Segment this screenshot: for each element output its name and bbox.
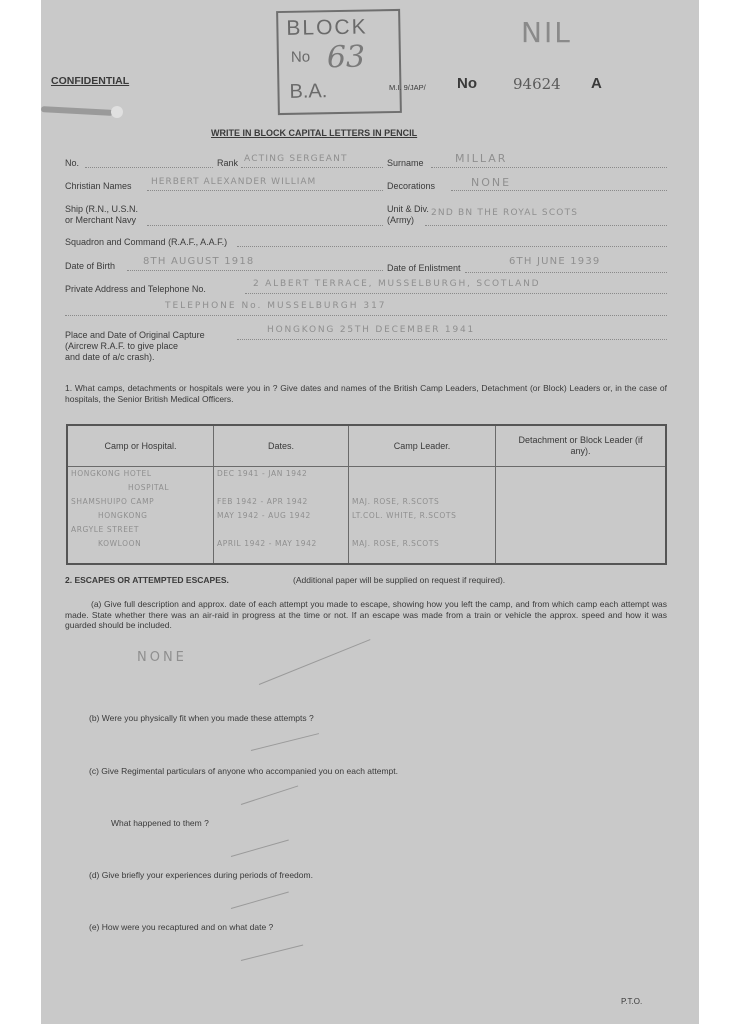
rank-value: ACTING SERGEANT — [244, 154, 348, 164]
enlistment-label: Date of Enlistment — [387, 263, 461, 273]
table-row — [67, 467, 666, 565]
col-detachment-header: Detachment or Block Leader (if any). — [496, 425, 667, 467]
col-dates-header: Dates. — [214, 425, 349, 467]
strike-line-a — [259, 639, 371, 685]
address-line-2 — [65, 315, 667, 316]
question-b: (b) Were you physically fit when you made these attempts ? — [89, 713, 314, 723]
address-label: Private Address and Telephone No. — [65, 284, 206, 294]
question-d: (d) Give briefly your experiences during periods of freedom. — [89, 870, 313, 880]
surname-line — [431, 167, 667, 168]
christian-names-line — [147, 190, 383, 191]
binding-pin-head — [111, 106, 123, 118]
dates-cell — [214, 467, 349, 565]
binding-pin — [41, 106, 113, 116]
leader-entry: LT.COL. WHITE, R.SCOTS — [352, 511, 457, 520]
leader-entry: MAJ. ROSE, R.SCOTS — [352, 539, 440, 548]
enlistment-line — [465, 272, 667, 273]
form-page — [41, 0, 699, 1024]
block-stamp — [276, 9, 402, 115]
unit-line — [425, 225, 667, 226]
leader-cell — [349, 467, 496, 565]
question-e: (e) How were you recaptured and on what date ? — [89, 922, 274, 932]
instruction-heading: WRITE IN BLOCK CAPITAL LETTERS IN PENCIL — [211, 128, 418, 138]
camps-header-row — [67, 425, 666, 467]
unit-label-2: (Army) — [387, 215, 414, 225]
section1-question: 1. What camps, detachments or hospitals were you in ? Give dates and names of the British Camp Leaders, Detachment (or Block) Leaders or, in the case of hospitals, the Senior British Medical Officers. — [65, 383, 667, 404]
rank-label: Rank — [217, 158, 239, 168]
strike-line-b — [251, 733, 319, 751]
decorations-value: NONE — [471, 176, 512, 189]
capture-line — [237, 339, 667, 340]
capture-label-1: Place and Date of Original Capture — [65, 330, 205, 340]
unit-label-1: Unit & Div. — [387, 204, 429, 214]
christian-names-label: Christian Names — [65, 181, 132, 191]
strike-line-d — [231, 891, 289, 908]
surname-value: MILLAR — [455, 152, 508, 165]
stamp-no-label: No — [290, 48, 311, 66]
address-line-1 — [245, 293, 667, 294]
no-line — [85, 167, 213, 168]
stamp-ba: B.A. — [289, 80, 328, 103]
ship-label-1: Ship (R.N., U.S.N. — [65, 204, 139, 214]
question-a: (a) Give full description and approx. date of each attempt you made to escape, showing how you left the camp, and from which camp each attempt was made. State whether there was an air-raid in progress at the time or not. If an escape was made from a train or vehicle the approx. speed and how it was guarded should be included. — [65, 599, 667, 630]
serial-number: 94624 — [513, 75, 561, 93]
stamp-no-value: 63 — [326, 39, 366, 76]
christian-names-value: HERBERT ALEXANDER WILLIAM — [151, 177, 317, 187]
rank-line — [241, 167, 383, 168]
enlistment-value: 6TH JUNE 1939 — [509, 256, 601, 267]
strike-line-c2 — [231, 839, 289, 856]
col-leader-header: Camp Leader. — [349, 425, 496, 467]
dob-value: 8TH AUGUST 1918 — [143, 256, 255, 267]
form-code: M.I. 9/JAP/ — [389, 83, 426, 92]
stamp-block: BLOCK — [286, 15, 368, 40]
surname-label: Surname — [387, 158, 424, 168]
pto-label: P.T.O. — [621, 997, 643, 1006]
decorations-label: Decorations — [387, 181, 436, 191]
serial-no-label: No — [457, 75, 477, 92]
ship-label-2: or Merchant Navy — [65, 215, 137, 225]
date-entry: DEC 1941 - JAN 1942 — [217, 469, 308, 478]
classification-label: CONFIDENTIAL — [51, 75, 130, 87]
dob-line — [127, 270, 383, 271]
camp-entry: HOSPITAL — [128, 483, 170, 492]
camp-entry: SHAMSHUIPO CAMP — [71, 497, 155, 506]
strike-line-c — [241, 785, 298, 804]
section2-note: (Additional paper will be supplied on request if required). — [293, 575, 506, 585]
date-entry: MAY 1942 - AUG 1942 — [217, 511, 311, 520]
camp-entry: ARGYLE STREET — [71, 525, 140, 534]
camps-table — [66, 424, 667, 565]
nil-note: NIL — [521, 16, 572, 49]
camp-cell — [67, 467, 214, 565]
capture-label-2: (Aircrew R.A.F. to give place — [65, 341, 179, 351]
unit-value: 2ND BN THE ROYAL SCOTS — [431, 208, 579, 218]
question-c2: What happened to them ? — [111, 818, 209, 828]
camp-entry: HONGKONG HOTEL — [71, 469, 152, 478]
section2-heading: 2. ESCAPES OR ATTEMPTED ESCAPES. — [65, 575, 229, 585]
date-entry: FEB 1942 - APR 1942 — [217, 497, 308, 506]
camp-entry: HONGKONG — [98, 511, 148, 520]
leader-entry: MAJ. ROSE, R.SCOTS — [352, 497, 440, 506]
serial-suffix: A — [591, 75, 602, 92]
no-label: No. — [65, 158, 80, 168]
squadron-line — [237, 246, 667, 247]
answer-a: NONE — [137, 650, 187, 665]
date-entry: APRIL 1942 - MAY 1942 — [217, 539, 317, 548]
ship-line — [147, 225, 383, 226]
address-value-1: 2 ALBERT TERRACE, MUSSELBURGH, SCOTLAND — [253, 279, 541, 289]
question-c: (c) Give Regimental particulars of anyone who accompanied you on each attempt. — [89, 766, 398, 776]
dob-label: Date of Birth — [65, 261, 116, 271]
squadron-label: Squadron and Command (R.A.F., A.A.F.) — [65, 237, 228, 247]
capture-label-3: and date of a/c crash). — [65, 352, 155, 362]
strike-line-e — [241, 945, 303, 961]
camp-entry: KOWLOON — [98, 539, 142, 548]
col-camp-header: Camp or Hospital. — [67, 425, 214, 467]
address-value-2: TELEPHONE No. MUSSELBURGH 317 — [165, 301, 387, 311]
capture-value: HONGKONG 25TH DECEMBER 1941 — [267, 325, 476, 335]
decorations-line — [451, 190, 667, 191]
detachment-cell — [496, 467, 667, 565]
